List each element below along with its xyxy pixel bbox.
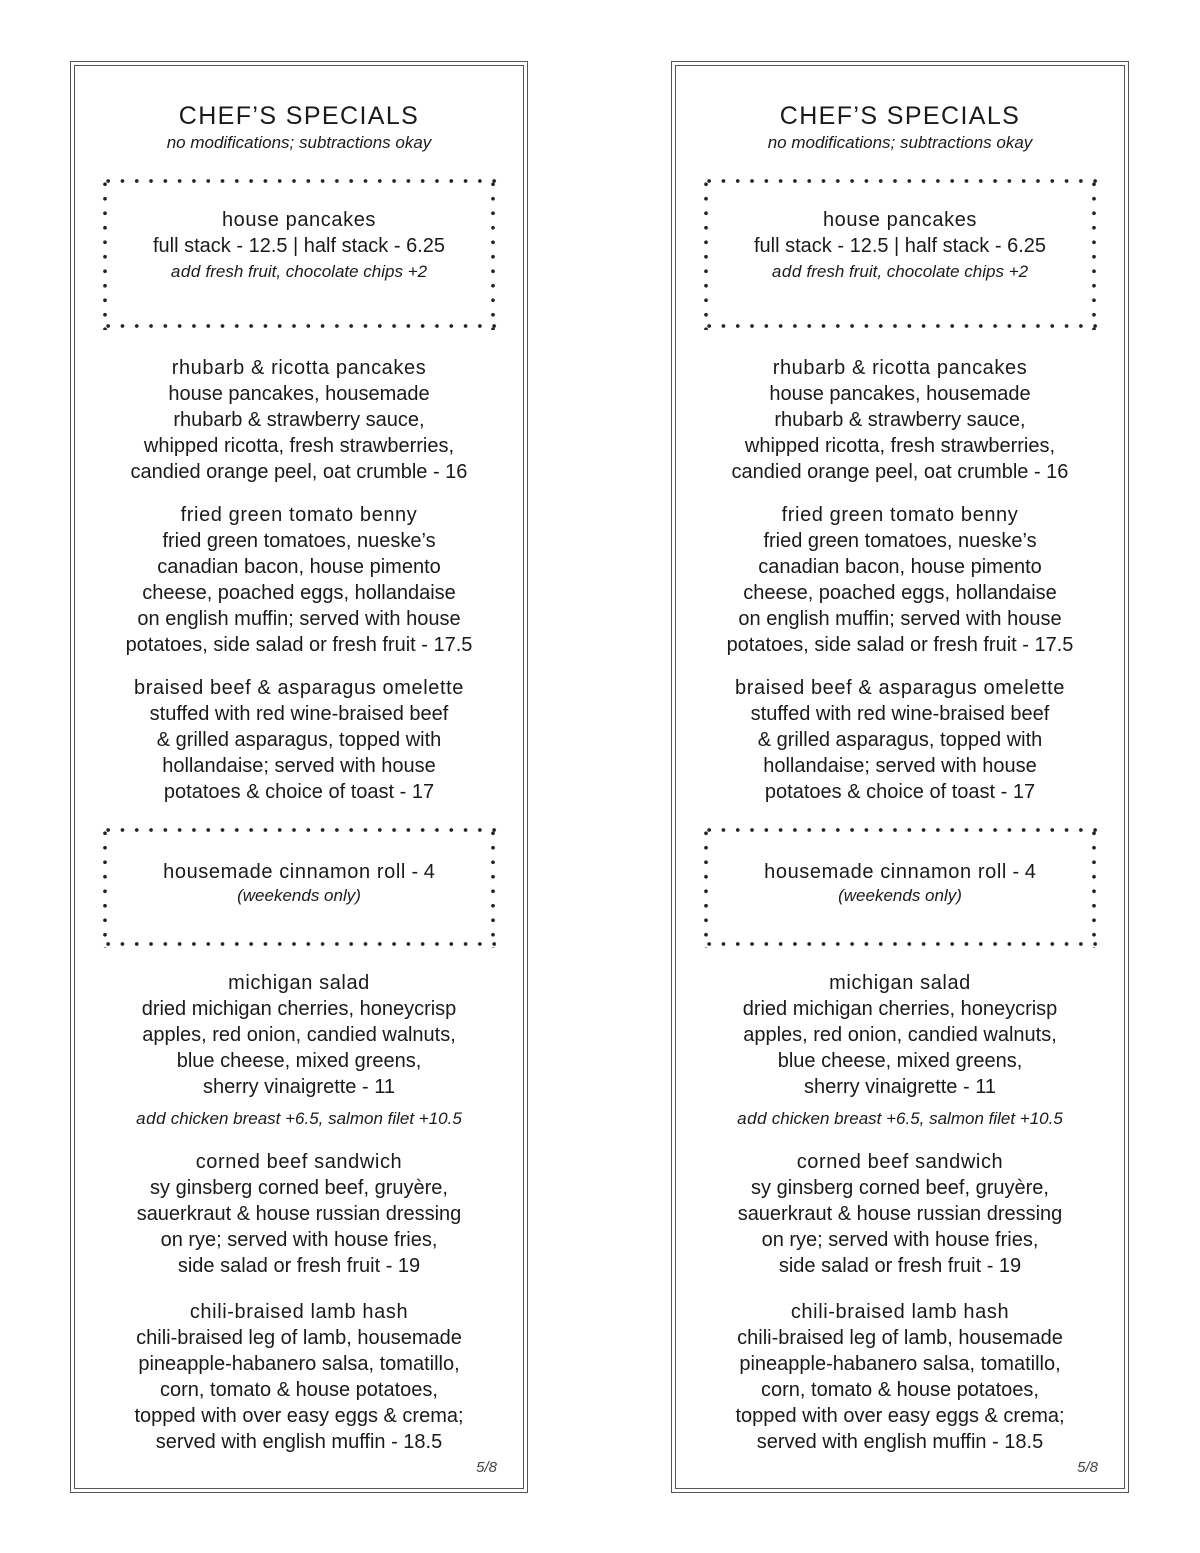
item-desc-line: sy ginsberg corned beef, gruyère, bbox=[751, 1177, 1049, 1199]
menu-item bbox=[694, 1149, 1106, 1279]
menu-item bbox=[694, 675, 1106, 805]
add-text: chicken breast +6.5, salmon filet +10.5 bbox=[166, 1109, 462, 1128]
item-desc-line: on english muffin; served with house bbox=[738, 608, 1062, 630]
item-name: fried green tomato benny bbox=[180, 504, 418, 526]
item-name: chili-braised lamb hash bbox=[790, 1301, 1010, 1323]
menu-item bbox=[93, 970, 505, 1100]
menu-title: CHEF’S SPECIALS bbox=[178, 102, 420, 130]
item-add-on bbox=[93, 1106, 505, 1132]
item-name: braised beef & asparagus omelette bbox=[134, 677, 464, 699]
item-desc-line: & grilled asparagus, topped with bbox=[757, 729, 1043, 751]
menu-subtitle: no modifications; subtractions okay bbox=[767, 133, 1033, 152]
add-word: add bbox=[170, 262, 201, 281]
menu-title: CHEF’S SPECIALS bbox=[779, 102, 1021, 130]
item-name: rhubarb & ricotta pancakes bbox=[772, 357, 1028, 379]
menu-card-left bbox=[70, 61, 528, 1493]
item-price: - 4 bbox=[1006, 861, 1036, 883]
item-name: housemade cinnamon roll bbox=[764, 861, 1007, 883]
item-name-line bbox=[101, 859, 497, 885]
item-name: housemade cinnamon roll bbox=[163, 861, 406, 883]
menu-content bbox=[93, 62, 505, 1492]
item-name: chili-braised lamb hash bbox=[189, 1301, 409, 1323]
item-desc-line: house pancakes, housemade bbox=[168, 383, 430, 405]
item-desc-line: cheese, poached eggs, hollandaise bbox=[743, 582, 1057, 604]
menu-item bbox=[694, 1299, 1106, 1455]
item-desc-line: rhubarb & strawberry sauce, bbox=[173, 409, 425, 431]
item-name: rhubarb & ricotta pancakes bbox=[171, 357, 427, 379]
item-desc-line: canadian bacon, house pimento bbox=[758, 556, 1042, 578]
page-number: 5/8 bbox=[1077, 1459, 1098, 1476]
item-desc-line: cheese, poached eggs, hollandaise bbox=[142, 582, 456, 604]
item-desc-line: stuffed with red wine-braised beef bbox=[750, 703, 1050, 725]
item-price-line: full stack - 12.5 | half stack - 6.25 bbox=[153, 235, 445, 257]
menu-item bbox=[93, 1299, 505, 1455]
item-desc-line: served with english muffin - 18.5 bbox=[155, 1431, 443, 1453]
item-desc-line: dried michigan cherries, honeycrisp bbox=[742, 998, 1058, 1020]
item-desc-line: stuffed with red wine-braised beef bbox=[149, 703, 449, 725]
item-desc-line: house pancakes, housemade bbox=[769, 383, 1031, 405]
item-desc-line: candied orange peel, oat crumble - 16 bbox=[731, 461, 1069, 483]
item-desc-line: & grilled asparagus, topped with bbox=[156, 729, 442, 751]
item-desc-line: blue cheese, mixed greens, bbox=[176, 1050, 422, 1072]
menu-content bbox=[694, 62, 1106, 1492]
item-desc-line: sauerkraut & house russian dressing bbox=[737, 1203, 1063, 1225]
item-add-on bbox=[702, 259, 1098, 285]
item-add-on bbox=[694, 1106, 1106, 1132]
item-desc-line: potatoes, side salad or fresh fruit - 17.5 bbox=[125, 634, 473, 656]
item-desc-line: rhubarb & strawberry sauce, bbox=[774, 409, 1026, 431]
add-word: add bbox=[771, 262, 802, 281]
item-name-line bbox=[702, 859, 1098, 885]
item-name: house pancakes bbox=[221, 209, 377, 231]
item-desc-line: fried green tomatoes, nueske’s bbox=[162, 530, 436, 552]
item-desc-line: fried green tomatoes, nueske’s bbox=[763, 530, 1037, 552]
add-text: fresh fruit, chocolate chips +2 bbox=[801, 262, 1029, 281]
item-desc-line: whipped ricotta, fresh strawberries, bbox=[744, 435, 1056, 457]
menu-subtitle: no modifications; subtractions okay bbox=[166, 133, 432, 152]
item-desc-line: apples, red onion, candied walnuts, bbox=[743, 1024, 1057, 1046]
menu-item bbox=[694, 355, 1106, 485]
menu-card-right bbox=[671, 61, 1129, 1493]
item-desc-line: candied orange peel, oat crumble - 16 bbox=[130, 461, 468, 483]
item-desc-line: corn, tomato & house potatoes, bbox=[761, 1379, 1039, 1401]
item-name: corned beef sandwich bbox=[195, 1151, 403, 1173]
item-desc-line: potatoes & choice of toast - 17 bbox=[764, 781, 1036, 803]
menu-item bbox=[93, 1149, 505, 1279]
item-desc-line: sherry vinaigrette - 11 bbox=[804, 1076, 996, 1098]
item-desc-line: side salad or fresh fruit - 19 bbox=[177, 1255, 421, 1277]
item-desc-line: side salad or fresh fruit - 19 bbox=[778, 1255, 1022, 1277]
item-desc-line: potatoes & choice of toast - 17 bbox=[163, 781, 435, 803]
item-desc-line: canadian bacon, house pimento bbox=[157, 556, 441, 578]
menu-item bbox=[694, 970, 1106, 1100]
item-name: braised beef & asparagus omelette bbox=[735, 677, 1065, 699]
item-desc-line: chili-braised leg of lamb, housemade bbox=[136, 1327, 462, 1349]
item-desc-line: topped with over easy eggs & crema; bbox=[735, 1405, 1065, 1427]
item-desc-line: on rye; served with house fries, bbox=[160, 1229, 438, 1251]
add-word: add bbox=[136, 1109, 167, 1128]
item-note: (weekends only) bbox=[838, 886, 962, 905]
cinnamon-roll-box bbox=[101, 826, 497, 948]
item-desc-line: hollandaise; served with house bbox=[763, 755, 1037, 777]
add-text: fresh fruit, chocolate chips +2 bbox=[200, 262, 428, 281]
item-desc-line: sauerkraut & house russian dressing bbox=[136, 1203, 462, 1225]
item-desc-line: topped with over easy eggs & crema; bbox=[134, 1405, 464, 1427]
item-desc-line: pineapple-habanero salsa, tomatillo, bbox=[138, 1353, 460, 1375]
pancakes-box bbox=[702, 177, 1098, 330]
menu-item bbox=[93, 502, 505, 658]
item-desc-line: chili-braised leg of lamb, housemade bbox=[737, 1327, 1063, 1349]
item-desc-line: potatoes, side salad or fresh fruit - 17.5 bbox=[726, 634, 1074, 656]
page-number: 5/8 bbox=[476, 1459, 497, 1476]
item-desc-line: on rye; served with house fries, bbox=[761, 1229, 1039, 1251]
item-price: - 4 bbox=[405, 861, 435, 883]
item-desc-line: served with english muffin - 18.5 bbox=[756, 1431, 1044, 1453]
item-note: (weekends only) bbox=[237, 886, 361, 905]
menu-item bbox=[93, 675, 505, 805]
add-word: add bbox=[737, 1109, 768, 1128]
cinnamon-roll-box bbox=[702, 826, 1098, 948]
item-desc-line: dried michigan cherries, honeycrisp bbox=[141, 998, 457, 1020]
pancakes-box bbox=[101, 177, 497, 330]
item-desc-line: whipped ricotta, fresh strawberries, bbox=[143, 435, 455, 457]
add-text: chicken breast +6.5, salmon filet +10.5 bbox=[767, 1109, 1063, 1128]
item-desc-line: apples, red onion, candied walnuts, bbox=[142, 1024, 456, 1046]
menu-item bbox=[694, 502, 1106, 658]
item-desc-line: pineapple-habanero salsa, tomatillo, bbox=[739, 1353, 1061, 1375]
item-desc-line: blue cheese, mixed greens, bbox=[777, 1050, 1023, 1072]
item-desc-line: on english muffin; served with house bbox=[137, 608, 461, 630]
item-price-line: full stack - 12.5 | half stack - 6.25 bbox=[754, 235, 1046, 257]
item-add-on bbox=[101, 259, 497, 285]
item-name: fried green tomato benny bbox=[781, 504, 1019, 526]
item-name: house pancakes bbox=[822, 209, 978, 231]
item-desc-line: hollandaise; served with house bbox=[162, 755, 436, 777]
item-name: michigan salad bbox=[228, 972, 370, 994]
item-name: michigan salad bbox=[829, 972, 971, 994]
item-desc-line: corn, tomato & house potatoes, bbox=[160, 1379, 438, 1401]
menu-item bbox=[93, 355, 505, 485]
item-name: corned beef sandwich bbox=[796, 1151, 1004, 1173]
item-desc-line: sherry vinaigrette - 11 bbox=[203, 1076, 395, 1098]
item-desc-line: sy ginsberg corned beef, gruyère, bbox=[150, 1177, 448, 1199]
